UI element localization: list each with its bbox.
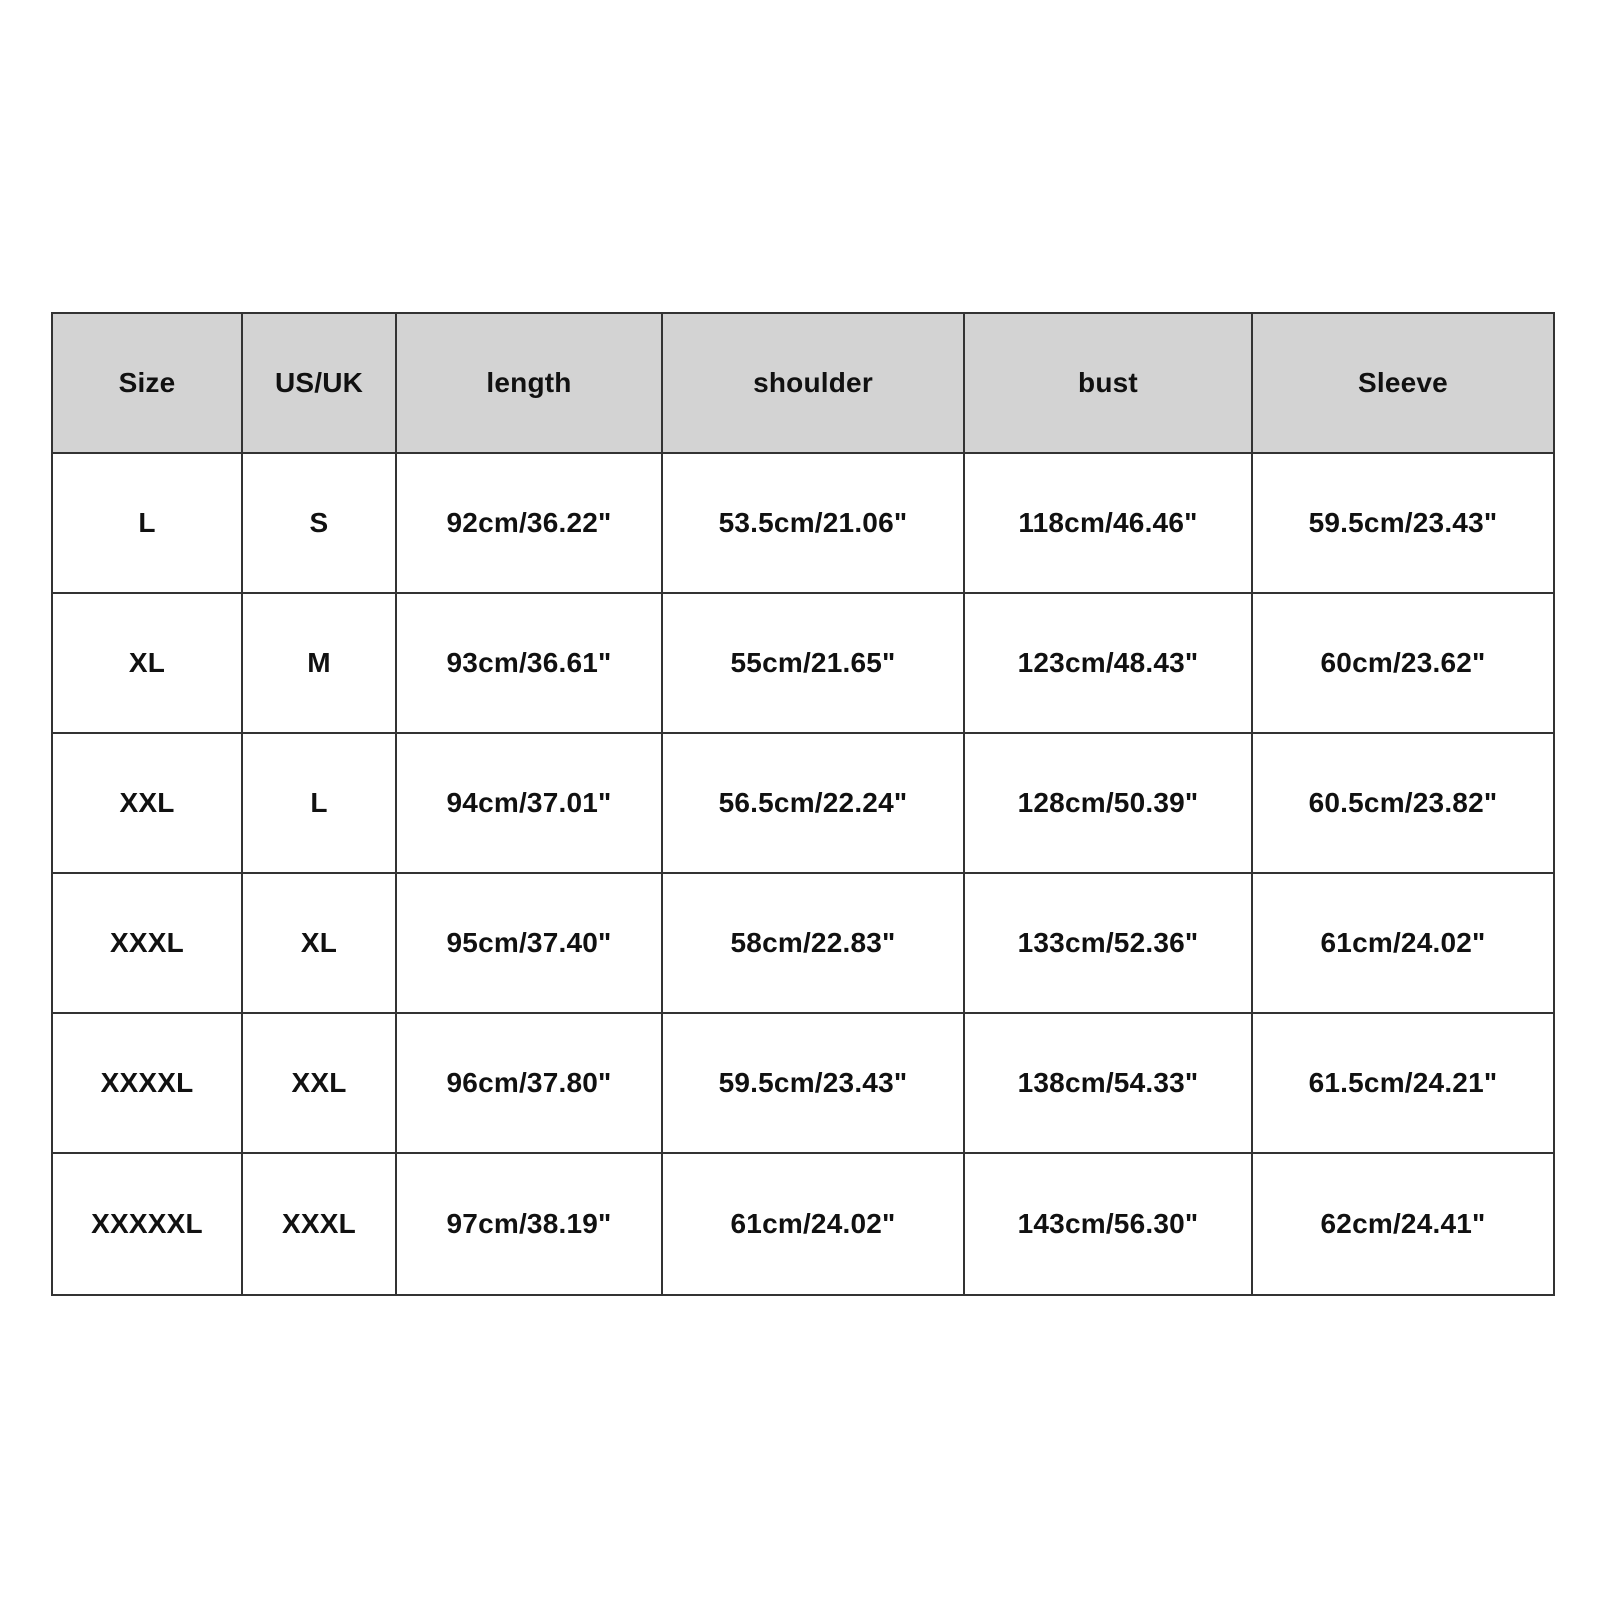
cell-size: XXXXL	[52, 1013, 242, 1153]
cell-shoulder: 58cm/22.83"	[662, 873, 964, 1013]
header-shoulder: shoulder	[662, 313, 964, 453]
cell-bust: 128cm/50.39"	[964, 733, 1252, 873]
cell-shoulder: 53.5cm/21.06"	[662, 453, 964, 593]
cell-us-uk: XXXL	[242, 1153, 396, 1295]
cell-sleeve: 60cm/23.62"	[1252, 593, 1554, 733]
header-size: Size	[52, 313, 242, 453]
cell-us-uk: L	[242, 733, 396, 873]
cell-length: 97cm/38.19"	[396, 1153, 662, 1295]
cell-shoulder: 59.5cm/23.43"	[662, 1013, 964, 1153]
header-row	[52, 313, 1554, 453]
header-bust: bust	[964, 313, 1252, 453]
cell-size: L	[52, 453, 242, 593]
cell-bust: 143cm/56.30"	[964, 1153, 1252, 1295]
cell-bust: 118cm/46.46"	[964, 453, 1252, 593]
cell-bust: 138cm/54.33"	[964, 1013, 1252, 1153]
table-row	[52, 1013, 1554, 1153]
cell-shoulder: 55cm/21.65"	[662, 593, 964, 733]
cell-us-uk: M	[242, 593, 396, 733]
cell-length: 93cm/36.61"	[396, 593, 662, 733]
cell-sleeve: 59.5cm/23.43"	[1252, 453, 1554, 593]
cell-sleeve: 61.5cm/24.21"	[1252, 1013, 1554, 1153]
header-us-uk: US/UK	[242, 313, 396, 453]
cell-length: 96cm/37.80"	[396, 1013, 662, 1153]
cell-us-uk: XL	[242, 873, 396, 1013]
cell-size: XL	[52, 593, 242, 733]
cell-shoulder: 61cm/24.02"	[662, 1153, 964, 1295]
size-chart-body	[52, 453, 1554, 1295]
cell-sleeve: 62cm/24.41"	[1252, 1153, 1554, 1295]
cell-length: 92cm/36.22"	[396, 453, 662, 593]
cell-length: 95cm/37.40"	[396, 873, 662, 1013]
cell-us-uk: XXL	[242, 1013, 396, 1153]
cell-bust: 133cm/52.36"	[964, 873, 1252, 1013]
table-row	[52, 1153, 1554, 1295]
cell-size: XXL	[52, 733, 242, 873]
table-row	[52, 873, 1554, 1013]
cell-sleeve: 60.5cm/23.82"	[1252, 733, 1554, 873]
size-chart-table	[51, 312, 1555, 1296]
size-chart-header	[52, 313, 1554, 453]
table-row	[52, 593, 1554, 733]
header-length: length	[396, 313, 662, 453]
header-sleeve: Sleeve	[1252, 313, 1554, 453]
cell-size: XXXL	[52, 873, 242, 1013]
cell-us-uk: S	[242, 453, 396, 593]
cell-size: XXXXXL	[52, 1153, 242, 1295]
cell-shoulder: 56.5cm/22.24"	[662, 733, 964, 873]
table-row	[52, 733, 1554, 873]
cell-length: 94cm/37.01"	[396, 733, 662, 873]
table-row	[52, 453, 1554, 593]
cell-bust: 123cm/48.43"	[964, 593, 1252, 733]
cell-sleeve: 61cm/24.02"	[1252, 873, 1554, 1013]
